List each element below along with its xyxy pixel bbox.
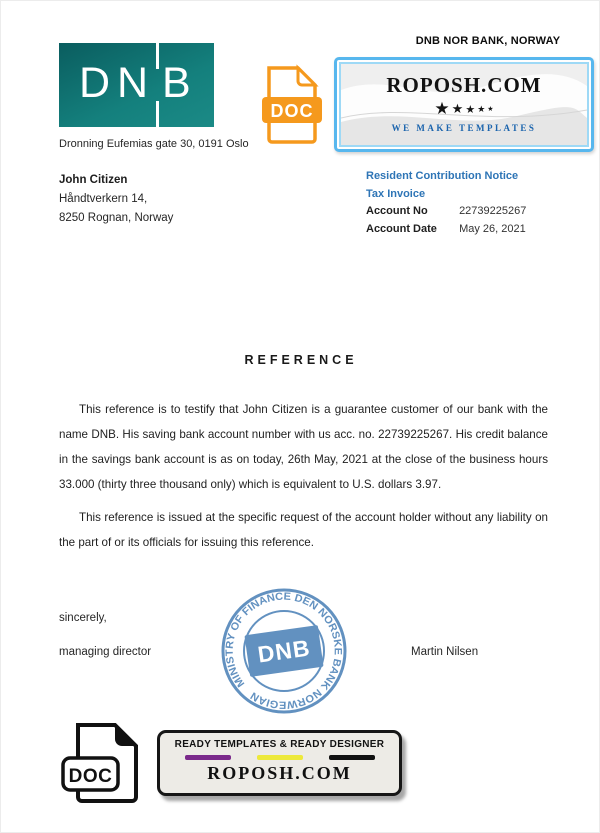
recipient-address-line: Håndtverkern 14, (59, 193, 148, 205)
dnb-logo (59, 43, 214, 127)
roposh-brand-bottom: ROPOSH.COM (207, 763, 352, 783)
account-number-value: 22739225267 (459, 205, 527, 217)
doc-file-icon-bottom (59, 721, 149, 809)
account-number-row (366, 203, 526, 221)
doc-file-icon-top (260, 64, 324, 146)
notice-title-2: Tax Invoice (366, 187, 426, 200)
closing-text: sincerely, (59, 612, 107, 624)
star-icon: ★ (434, 99, 450, 118)
stamp-ring-textpath: MINISTRY OF FINANCE DEN NORSKE BANK NORWEGIAN (223, 590, 344, 711)
notice-title-1: Resident Contribution Notice (366, 170, 519, 182)
account-date-value: May 26, 2021 (459, 222, 526, 235)
star-rating (337, 99, 591, 119)
star-icon: ★ (477, 103, 486, 114)
signer-title: managing director (59, 646, 152, 658)
reference-body (59, 397, 548, 555)
ministry-stamp (218, 585, 350, 717)
roposh-tagline: WE MAKE TEMPLATES (391, 123, 537, 133)
roposh-watermark-bottom (157, 730, 402, 796)
stamp-center-text: DNB (256, 634, 312, 668)
roposh-watermark-top (334, 57, 594, 152)
reference-heading: REFERENCE (244, 353, 358, 367)
logo-letter-n: N (117, 59, 149, 108)
reference-paragraph-1: This reference is to testify that John Citizen is a guarantee customer of our bank with the name DNB. His saving bank account number with us acc. no. 22739225267. His credit balance in the savings bank account is as on today, 26th May, 2021 at the close of the business hours 33.000 (thirty three thousand only) which is equivalent to U.S. dollars 3.97. (59, 403, 548, 491)
divider-bars (160, 755, 399, 760)
logo-letter-b: B (162, 59, 191, 108)
account-notice-block (366, 168, 526, 238)
reference-paragraph-2: This reference is issued at the specific request of the account holder without any liability on the part of or its officials for issuing this reference. (59, 511, 548, 549)
star-icon: ★ (451, 101, 464, 116)
bank-address: Dronning Eufemias gate 30, 0191 Oslo (59, 138, 249, 150)
doc-fold-corner (298, 68, 315, 85)
logo-letter-d: D (79, 59, 111, 108)
logo-divider (156, 101, 159, 127)
star-icon: ★ (465, 103, 476, 116)
recipient-address-line: 8250 Rognan, Norway (59, 212, 174, 224)
account-date-row (366, 221, 526, 239)
account-number-label: Account No (366, 205, 428, 217)
divider-bar-purple (185, 755, 231, 760)
doc-label-text: DOC (270, 101, 314, 121)
logo-divider (156, 43, 159, 69)
recipient-address-block (59, 171, 173, 228)
bank-name-header: DNB NOR BANK, NORWAY (415, 35, 561, 47)
divider-bar-yellow (257, 755, 303, 760)
recipient-name: John Citizen (59, 174, 128, 186)
divider-bar-black (329, 755, 375, 760)
star-icon: ★ (487, 106, 494, 113)
account-date-label: Account Date (366, 222, 437, 235)
roposh-brand: ROPOSH.COM (386, 73, 542, 97)
banner-tagline: READY TEMPLATES & READY DESIGNER (174, 739, 385, 750)
doc-label-text: DOC (68, 766, 113, 787)
signer-name: Martin Nilsen (411, 646, 479, 658)
